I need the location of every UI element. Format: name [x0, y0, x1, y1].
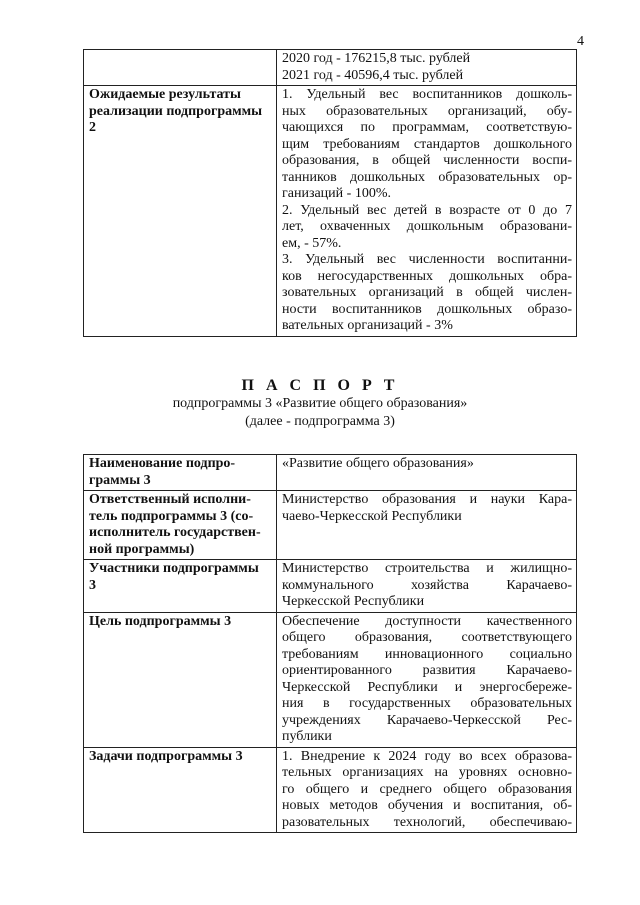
passport-label: Задачи подпрограммы 3 [84, 747, 277, 833]
funding-label-cell [84, 50, 277, 86]
expected-results-row [84, 86, 577, 337]
passport-subtitle-2: (далее - подпрограмма 3) [245, 414, 395, 429]
passport-value: 1. Внедрение к 2024 году во всех образова- тельных организациях на уровнях основно- го общего и среднего общего образования новых методов обучения и воспитания, об- разовательных технологий, обеспечиваю- [277, 747, 577, 833]
passport-value: Министерство образования и науки Кара- чаево-Черкесской Республики [277, 491, 577, 560]
passport-row-goal [84, 612, 577, 747]
passport-row-tasks [84, 747, 577, 833]
page-number: 4 [577, 34, 584, 49]
funding-line: 2021 год - 40596,4 тыс. рублей [282, 67, 464, 83]
expected-results-label: Ожидаемые результаты реализации подпрограммы 2 [84, 86, 277, 337]
passport-row-name [84, 455, 577, 491]
passport-value: Министерство строительства и жилищно- коммунального хозяйства Карачаево- Черкесской Республики [277, 560, 577, 613]
passport-row-participants [84, 560, 577, 613]
passport-label: Участники подпрограммы 3 [84, 560, 277, 613]
passport-label: Ответственный исполни- тель подпрограммы 3 (со- исполнитель государствен- ной программы) [84, 491, 277, 560]
passport-label: Наименование подпро- граммы 3 [84, 455, 277, 491]
expected-results-value: 1. Удельный вес воспитанников дошколь- ных образовательных организаций, обу- чающихся по программам, соответствую- щим требованиям стандартов дошкольного образования, в общей численности воспи- танников дошкольных образовательных ор- ганизаций - 100%. 2. Удельный вес детей в возрасте от 0 до 7 лет, охваченных дошкольным образовани- ем, - 57%. 3. Удельный вес численности воспитанни- ков негосударственных дошкольных обра- зовательных организаций в общей числен- ности воспитанников дошкольных образо- вательных организаций - 3% [277, 86, 577, 337]
passport-subtitle: подпрограммы 3 «Развитие общего образования» [172, 396, 468, 411]
passport-row-responsible [84, 491, 577, 560]
passport-label: Цель подпрограммы 3 [84, 612, 277, 747]
funding-row [84, 50, 577, 86]
funding-line: 2020 год - 176215,8 тыс. рублей [282, 51, 471, 66]
passport-value: Обеспечение доступности качественного общего образования, соответствующего требованиям инновационного социально ориентированного развития Карачаево- Черкесской Республики и энергосбереже- ния в государственных образовательных учреждениях Карачаево-Черкесской Рес- публики [277, 612, 577, 747]
passport-table [83, 454, 577, 833]
passport-title: П А С П О Р Т [241, 377, 399, 394]
subprogram2-table [83, 49, 577, 337]
passport-heading [0, 376, 640, 431]
passport-value: «Развитие общего образования» [277, 455, 577, 491]
funding-value-cell [277, 50, 577, 86]
